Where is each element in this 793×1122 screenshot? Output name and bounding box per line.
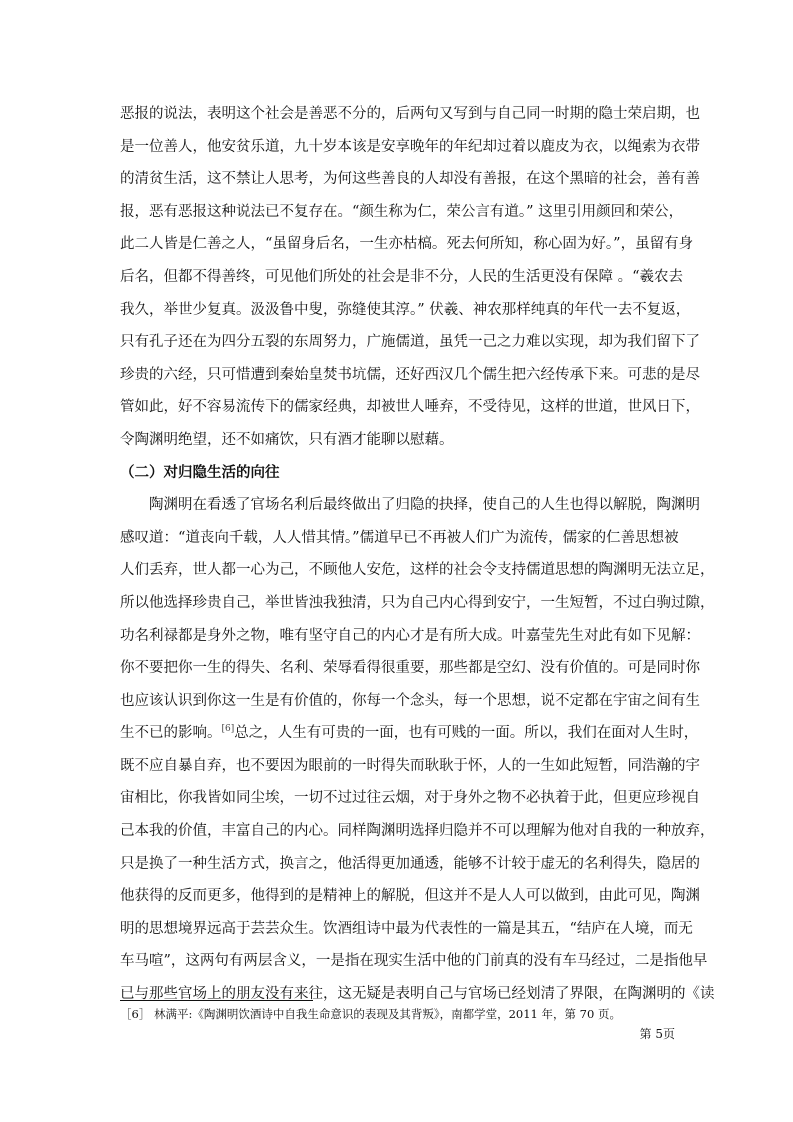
text-line: 管如此，好不容易流传下的儒家经典，却被世人唾弃，不受待见，这样的世道，世风日下， xyxy=(120,399,700,416)
text-line: 令陶渊明绝望，还不如痛饮，只有酒才能聊以慰藉。 xyxy=(120,431,454,448)
text-line: 此二人皆是仁善之人，“虽留身后名，一生亦枯槁。死去何所知，称心固为好。”，虽留有身 xyxy=(120,236,694,253)
text-line: 他获得的反而更多，他得到的是精神上的解脱，但这并不是人人可以做到，由此可见，陶渊 xyxy=(120,888,700,905)
text-line: 己本我的价值，丰富自己的内心。同样陶渊明选择归隐并不可以理解为他对自我的一种放弃， xyxy=(120,823,715,840)
text-line-with-footnote xyxy=(120,717,699,750)
text-line: 陶渊明在看透了官场名利后最终做出了归隐的抉择，使自己的人生也得以解脱，陶渊明 xyxy=(149,497,700,514)
text-line: 已与那些官场上的朋友没有来往，这无疑是表明自己与官场已经划清了界限，在陶渊明的《读 xyxy=(120,986,715,1003)
text-line: 只有孔子还在为四分五裂的东周努力，广施儒道，虽凭一己之力难以实现，却为我们留下了 xyxy=(120,334,700,351)
section-heading: （二）对归隐生活的向往 xyxy=(120,463,280,481)
footnote: ［6］ 林满平:《陶渊明饮酒诗中自我生命意识的表现及其背叛》，南都学堂，2011 年，第 70 页。 xyxy=(120,1007,621,1021)
text-line: 恶报的说法，表明这个社会是善恶不分的，后两句又写到与自己同一时期的隐士荣启期，也 xyxy=(120,106,700,122)
text-line: 明的思想境界远高于芸芸众生。饮酒组诗中最为代表性的一篇是其五，“结庐在人境，而无 xyxy=(120,920,693,937)
body-text xyxy=(120,98,715,1011)
text-line: 我久，举世少复真。汲汲鲁中叟，弥缝使其淳。” 伏羲、神农那样纯真的年代一去不复返， xyxy=(120,301,691,318)
text-line: 人们丢弃，世人都一心为己，不顾他人安危，这样的社会令支持儒道思想的陶渊明无法立足， xyxy=(120,562,715,579)
text-line: 功名利禄都是身外之物，唯有坚守自己的内心才是有所大成。叶嘉莹先生对此有如下见解： xyxy=(120,627,700,644)
text-segment: 生不已的影响。 xyxy=(120,725,222,742)
text-line: 感叹道：“道丧向千载，人人惜其情。”儒道早已不再被人们广为流传，儒家的仁善思想被 xyxy=(120,529,679,546)
text-line: 车马喧”，这两句有两层含义，一是指在现实生活中他的门前真的没有车马经过，二是指他早 xyxy=(120,953,708,970)
text-line: 也应该认识到你这一生是有价值的，你每一个念头，每一个思想，说不定都在宇宙之间有生 xyxy=(120,692,700,709)
footnote-divider xyxy=(120,1000,313,1001)
footnote-reference[interactable]: [6] xyxy=(221,724,235,735)
text-line: 你不要把你一生的得失、名利、荣辱看得很重要，那些都是空幻、没有价值的。可是同时你 xyxy=(120,660,700,677)
text-line: 珍贵的六经，只可惜遭到秦始皇焚书坑儒，还好西汉几个儒生把六经传承下来。可悲的是尽 xyxy=(120,366,700,383)
text-line: 的清贫生活，这不禁让人思考，为何这些善良的人却没有善报，在这个黑暗的社会，善有善 xyxy=(120,171,700,188)
text-line: 后名，但都不得善终，可见他们所处的社会是非不分，人民的生活更没有保障 。“羲农去 xyxy=(120,268,684,285)
text-line: 宙相比，你我皆如同尘埃，一切不过过往云烟，对于身外之物不必执着于此，但更应珍视自 xyxy=(120,790,700,807)
text-line: 所以他选择珍贵自己，举世皆浊我独清，只为自己内心得到安宁，一生短暂，不过白驹过隙， xyxy=(120,594,715,611)
text-line: 只是换了一种生活方式，换言之，他活得更加通透，能够不计较于虚无的名利得失，隐居的 xyxy=(120,855,700,872)
page-number: 第 5页 xyxy=(639,1027,675,1041)
text-segment: 总之，人生有可贵的一面，也有可贱的一面。所以，我们在面对人生时， xyxy=(234,725,699,742)
text-line: 既不应自暴自弃，也不要因为眼前的一时得失而耿耿于怀，人的一生如此短暂，同浩瀚的宇 xyxy=(120,757,700,774)
text-line: 是一位善人，他安贫乐道，九十岁本该是安享晚年的年纪却过着以鹿皮为衣，以绳索为衣带 xyxy=(120,138,700,155)
text-line: 报，恶有恶报这种说法已不复存在。“颜生称为仁，荣公言有道。” 这里引用颜回和荣公， xyxy=(120,203,684,220)
